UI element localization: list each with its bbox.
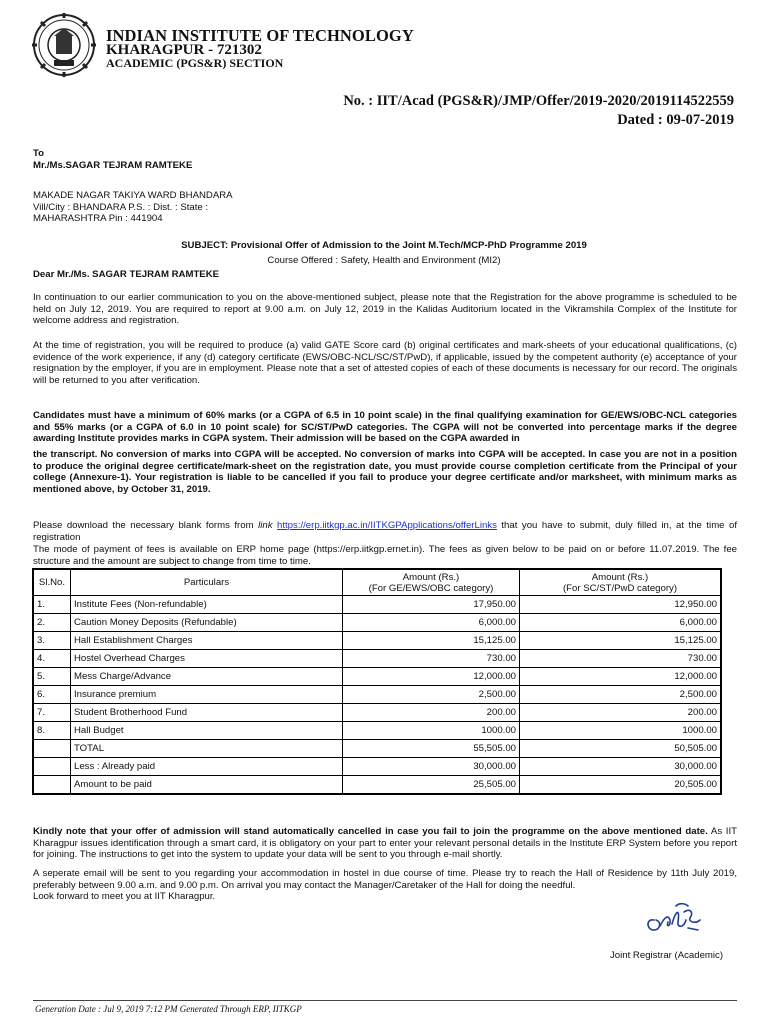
- table-row-total: [33, 740, 721, 758]
- iit-kharagpur-logo: [30, 12, 98, 78]
- accommodation-text: A seperate email will be sent to you regarding your accommodation in hostel in due course of time. Please try to reach the Hall of Residence by 11th July 2019, preferably between 9.00 a.m. and 9.00 p.m. On arrival you may contact the Manager/Caretaker of the Hall for doing the needful.: [33, 868, 737, 891]
- cell-amount-sc: 1000.00: [520, 722, 722, 740]
- table-row: [33, 614, 721, 632]
- forms-text-pre: Please download the necessary blank forms from: [33, 520, 259, 531]
- institute-name: INDIAN INSTITUTE OF TECHNOLOGY: [106, 26, 414, 45]
- table-row: [33, 668, 721, 686]
- table-row: [33, 596, 721, 614]
- paragraph-payment: The mode of payment of fees is available on ERP home page (https://erp.iitkgp.ernet.in). The fees as given below to be paid on or before 11.07.2019. The fee structure and the amount are subject to change from time to time.: [33, 544, 737, 567]
- cell-amount-gen: 17,950.00: [343, 596, 520, 614]
- cell-amount-gen: 730.00: [343, 650, 520, 668]
- paragraph-cancellation: [33, 826, 737, 861]
- paragraph-transcript: the transcript. No conversion of marks into CGPA will be accepted. No conversion of marks into CGPA will be accepted. In case you are not in a position to produce the original degree certificate/mark-sheet on the registration date, you must provide course completion certificate from the Principal of your college (Annexure-1). Your registration is liable to be cancelled if you fail to produce your degree certificate and/or marksheet, with minimum marks as mentioned above, by October 31, 2019.: [33, 449, 737, 495]
- table-row: [33, 704, 721, 722]
- forms-link-word: link: [258, 520, 273, 531]
- cell-item: Hostel Overhead Charges: [71, 650, 343, 668]
- footer-generation-info: Generation Date : Jul 9, 2019 7:12 PM Generated Through ERP, IITKGP: [35, 1004, 302, 1014]
- recipient-name: Mr./Ms.SAGAR TEJRAM RAMTEKE: [33, 160, 193, 171]
- cell-slno: 8.: [33, 722, 71, 740]
- paragraph-accommodation: [33, 868, 737, 903]
- forms-link[interactable]: https://erp.iitkgp.ac.in/IITKGPApplications/offerLinks: [277, 520, 497, 531]
- cell-item: Student Brotherhood Fund: [71, 704, 343, 722]
- cell-amount-sc: 730.00: [520, 650, 722, 668]
- cell-slno: 5.: [33, 668, 71, 686]
- header-particulars: Particulars: [71, 569, 343, 596]
- institute-city: KHARAGPUR - 721302: [106, 42, 262, 58]
- footer-divider: [33, 1000, 737, 1001]
- cell-amount-sc: 30,000.00: [520, 758, 722, 776]
- closing-line: Look forward to meet you at IIT Kharagpur.: [33, 891, 216, 903]
- cell-amount-sc: 2,500.00: [520, 686, 722, 704]
- cell-slno: [33, 758, 71, 776]
- cell-slno: 7.: [33, 704, 71, 722]
- fees-table: [32, 568, 722, 795]
- salutation: Dear Mr./Ms. SAGAR TEJRAM RAMTEKE: [33, 269, 220, 280]
- course-offered: Course Offered : Safety, Health and Environment (MI2): [267, 255, 501, 266]
- header-amount-gen-line1: Amount (Rs.): [402, 571, 460, 583]
- cell-amount-gen: 30,000.00: [343, 758, 520, 776]
- table-row-paid: [33, 758, 721, 776]
- cell-slno: 4.: [33, 650, 71, 668]
- subject-line: SUBJECT: Provisional Offer of Admission to the Joint M.Tech/MCP-PhD Programme 2019: [181, 240, 587, 251]
- paragraph-eligibility: Candidates must have a minimum of 60% marks (or a CGPA of 6.5 in 10 point scale) in the final qualifying examination for GE/EWS/OBC-NCL categories and 55% marks (or a CGPA of 6.0 in 10 point scale) for SC/ST/PwD categories. The CGPA will not be converted into percentage marks if the degree awarding Institute provides marks in CGPA system. Their admission will be based on the CGPA awarded in: [33, 410, 737, 445]
- cancellation-rest: As IIT Kharagpur issues identification through a smart card, it is obligatory on your part to enter your relevant personal details in the Institute ERP System before you report for joining. The instructions to get into the system to update your data will be sent to you through e-mail shortly.: [33, 826, 737, 861]
- letter-date: Dated : 09-07-2019: [617, 112, 734, 128]
- cell-item: Insurance premium: [71, 686, 343, 704]
- recipient-address: MAKADE NAGAR TAKIYA WARD BHANDARA Vill/City : BHANDARA P.S. : Dist. : State : MAHARASHTRA Pin : 441904: [33, 190, 233, 225]
- cancellation-bold: Kindly note that your offer of admission will stand automatically cancelled in case you fail to join the programme on the above mentioned date.: [33, 826, 708, 837]
- cell-item: TOTAL: [71, 740, 343, 758]
- paragraph-forms: [33, 520, 737, 543]
- cell-slno: 3.: [33, 632, 71, 650]
- cell-amount-sc: 200.00: [520, 704, 722, 722]
- cell-amount-gen: 1000.00: [343, 722, 520, 740]
- cell-amount-gen: 6,000.00: [343, 614, 520, 632]
- cell-item: Hall Budget: [71, 722, 343, 740]
- cell-amount-sc: 6,000.00: [520, 614, 722, 632]
- cell-amount-sc: 50,505.00: [520, 740, 722, 758]
- table-header-row: [33, 569, 721, 596]
- cell-item: Amount to be paid: [71, 776, 343, 795]
- header-amount-gen: [343, 569, 520, 596]
- table-row: [33, 686, 721, 704]
- table-row: [33, 632, 721, 650]
- cell-slno: 2.: [33, 614, 71, 632]
- cell-slno: 6.: [33, 686, 71, 704]
- cell-slno: 1.: [33, 596, 71, 614]
- cell-amount-gen: 12,000.00: [343, 668, 520, 686]
- header-amount-sc-line2: (For SC/ST/PwD category): [562, 582, 678, 594]
- cell-item: Hall Establishment Charges: [71, 632, 343, 650]
- institute-section: ACADEMIC (PGS&R) SECTION: [106, 56, 284, 70]
- paragraph-documents: At the time of registration, you will be required to produce (a) valid GATE Score card (b) original certificates and mark-sheets of your educational qualifications, (c) evidence of the work experience, if any (d) category certificate (EWS/OBC-NCL/SC/ST/PwD), if applicable, issued by the competent authority (e) acceptance of your resignation by the employer, if you are in employment. Please note that a set of attested copies of each of these documents is necessary for our record. The originals will be returned to you after verification.: [33, 340, 737, 386]
- header-slno: Sl.No.: [33, 569, 71, 596]
- cell-amount-gen: 55,505.00: [343, 740, 520, 758]
- cell-item: Less : Already paid: [71, 758, 343, 776]
- cell-item: Caution Money Deposits (Refundable): [71, 614, 343, 632]
- paragraph-registration: In continuation to our earlier communication to you on the above-mentioned subject, please note that the Registration for the above programme is scheduled to be held on July 12, 2019. You are required to report at 9.00 a.m. on July 12, 2019 in the Kalidas Auditorium located in the Vikramshila Complex of the Institute for welcome address and registration.: [33, 292, 737, 327]
- cell-amount-sc: 15,125.00: [520, 632, 722, 650]
- header-amount-sc-line1: Amount (Rs.): [591, 571, 649, 583]
- table-row: [33, 650, 721, 668]
- cell-amount-sc: 12,000.00: [520, 668, 722, 686]
- cell-amount-sc: 20,505.00: [520, 776, 722, 795]
- reference-number: No. : IIT/Acad (PGS&R)/JMP/Offer/2019-2020/2019114522559: [343, 93, 734, 109]
- forms-text-post: that you have to submit, duly filled in, at the time of registration: [33, 520, 738, 543]
- header-amount-gen-line2: (For GE/EWS/OBC category): [368, 582, 494, 594]
- cell-amount-gen: 200.00: [343, 704, 520, 722]
- signature-icon: [640, 898, 710, 938]
- cell-amount-gen: 2,500.00: [343, 686, 520, 704]
- cell-item: Mess Charge/Advance: [71, 668, 343, 686]
- cell-item: Institute Fees (Non-refundable): [71, 596, 343, 614]
- header-amount-sc: [520, 569, 722, 596]
- cell-amount-gen: 25,505.00: [343, 776, 520, 795]
- signatory-title: Joint Registrar (Academic): [610, 950, 724, 961]
- cell-slno: [33, 740, 71, 758]
- table-row-due: [33, 776, 721, 795]
- cell-amount-gen: 15,125.00: [343, 632, 520, 650]
- cell-amount-sc: 12,950.00: [520, 596, 722, 614]
- cell-slno: [33, 776, 71, 795]
- table-row: [33, 722, 721, 740]
- to-label: To: [33, 148, 45, 159]
